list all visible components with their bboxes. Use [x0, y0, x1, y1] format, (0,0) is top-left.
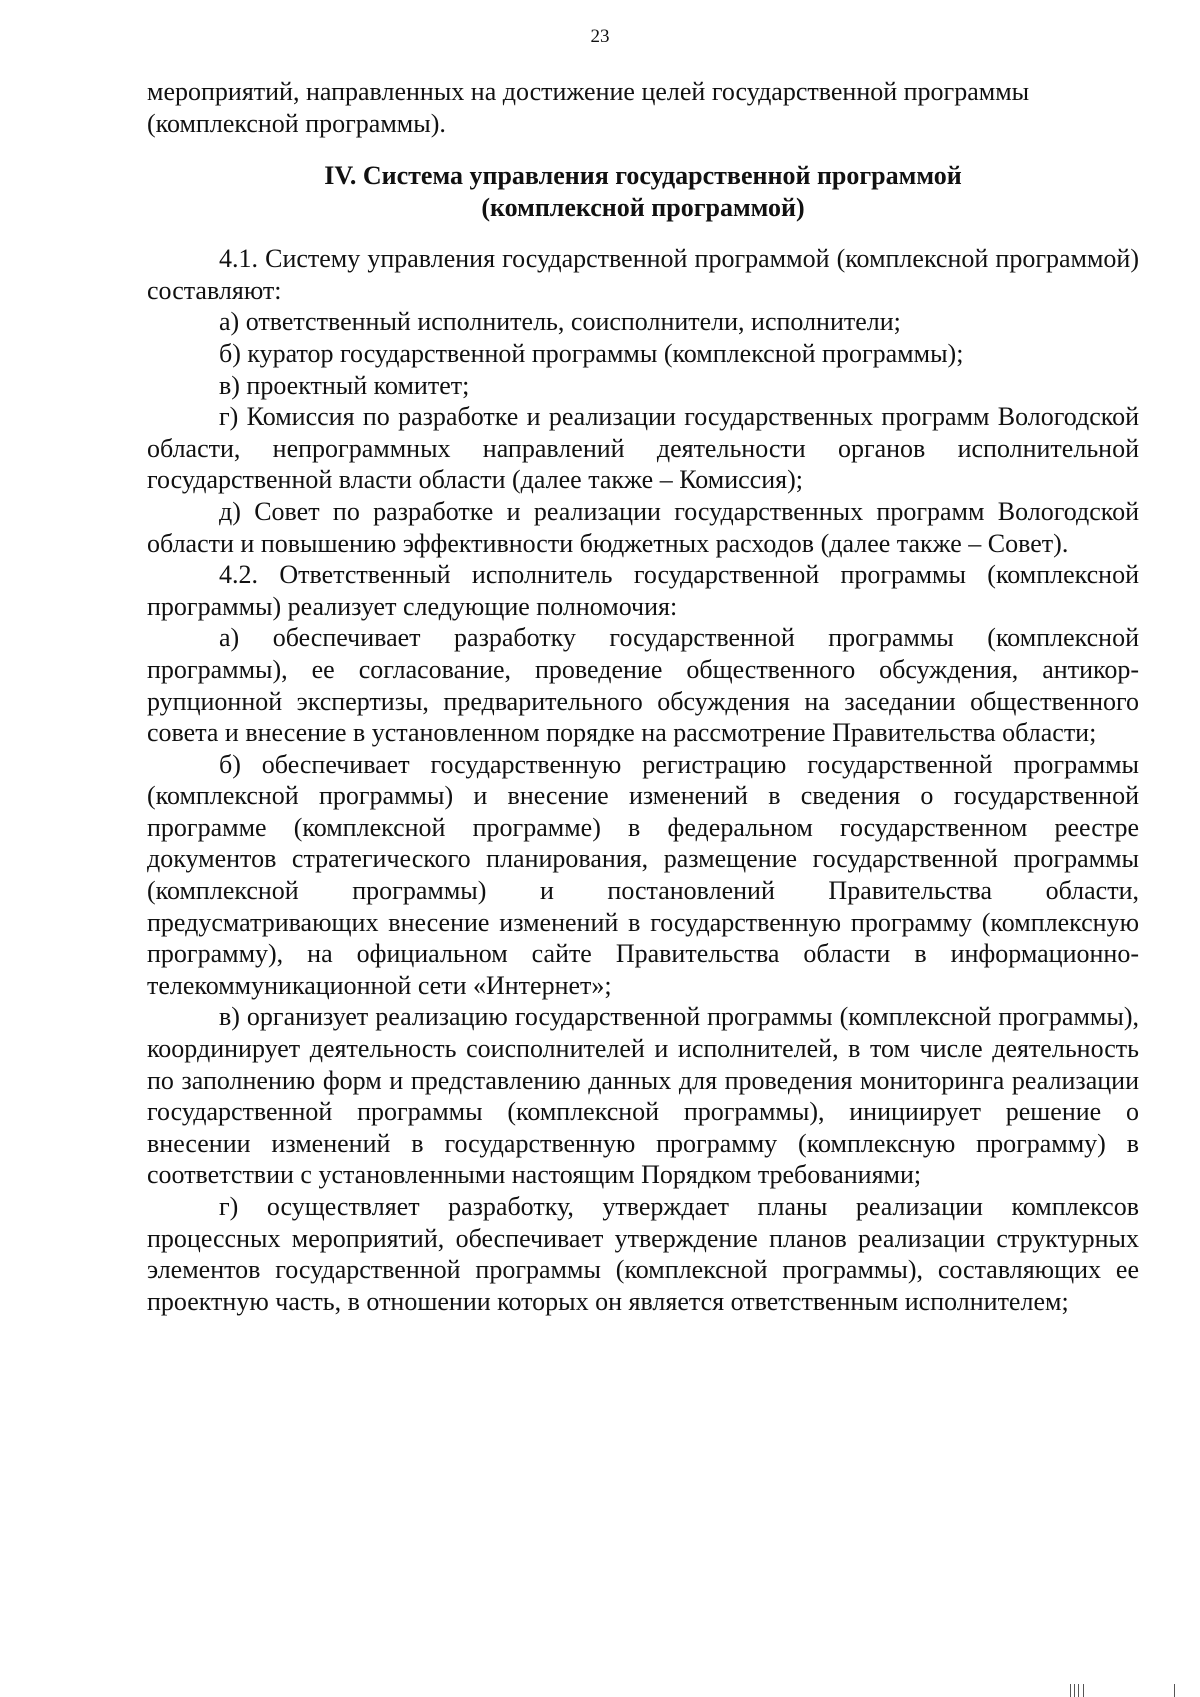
section-heading	[147, 160, 1139, 223]
list-item-g: г) Комиссия по разработке и реализации государственных программ Вологодской области, непрограммных направлений деятельности органов исполнительной государственной власти области (далее также – Комиссия);	[147, 402, 1139, 495]
paragraph-4-2: 4.2. Ответственный исполнитель государственной программы (комплексной программы) реализует следующие полномочия:	[147, 560, 1139, 621]
duty-item-v: в) организует реализацию государственной программы (комплексной программы), координирует деятельность соисполнителей и исполнителей, в том числе деятельность по заполнению форм и представлению данных для проведения мониторинга реализации государственной программы (комплексной программы), инициирует решение о внесении изменений в государственную программу (комплексную программу) в соответствии с установленными настоящим Порядком требованиями;	[147, 1002, 1139, 1190]
list-item-a: а) ответственный исполнитель, соисполнители, исполнители;	[219, 307, 901, 337]
intro-line: (комплексной программы).	[147, 108, 446, 138]
paragraph-4-1: 4.1. Систему управления государственной программой (комплексной программой) составляют:	[147, 244, 1139, 305]
scan-edge-marks	[1070, 1684, 1180, 1697]
section-heading-line: (комплексной программой)	[481, 192, 805, 222]
list-item-v: в) проектный комитет;	[219, 370, 470, 400]
document-body	[147, 76, 1139, 1317]
duty-item-g: г) осуществляет разработку, утверждает планы реализации комплексов процессных мероприятий, обеспечивает утверждение планов реализации структурных элементов государственной программы (комплексной программы), составляющих ее проектную часть, в отношении которых он является ответственным исполнителем;	[147, 1192, 1139, 1316]
section-heading-line: IV. Система управления государственной программой	[324, 161, 962, 191]
duty-item-a: а) обеспечивает разработку государственной программы (комплексной программы), ее согласование, проведение общественного обсуждения, антикоррупционной экспертизы, предварительного обсуждения на заседании общественного совета и внесение в установленном порядке на рассмотрение Правительства области;	[147, 623, 1139, 748]
page-number: 23	[590, 26, 610, 47]
duty-item-b: б) обеспечивает государственную регистрацию государственной программы (комплексной программы) и внесение изменений в сведения о государственной программе (комплексной программе) в федеральном государственном реестре документов стратегического планирования, размещение государственной программы (комплексной программы) и постановлений Правительства области, предусматривающих внесение изменений в государственную программу (комплексную программу), на официальном сайте Правительства области в информационно-телекоммуникационной сети «Интернет»;	[147, 749, 1139, 1000]
list-item-b: б) куратор государственной программы (комплексной программы);	[219, 338, 964, 368]
intro-line: мероприятий, направленных на достижение целей государственной программы	[147, 77, 1030, 106]
list-item-d: д) Совет по разработке и реализации государственных программ Вологодской области и повышению эффективности бюджетных расходов (далее также – Совет).	[147, 496, 1139, 558]
